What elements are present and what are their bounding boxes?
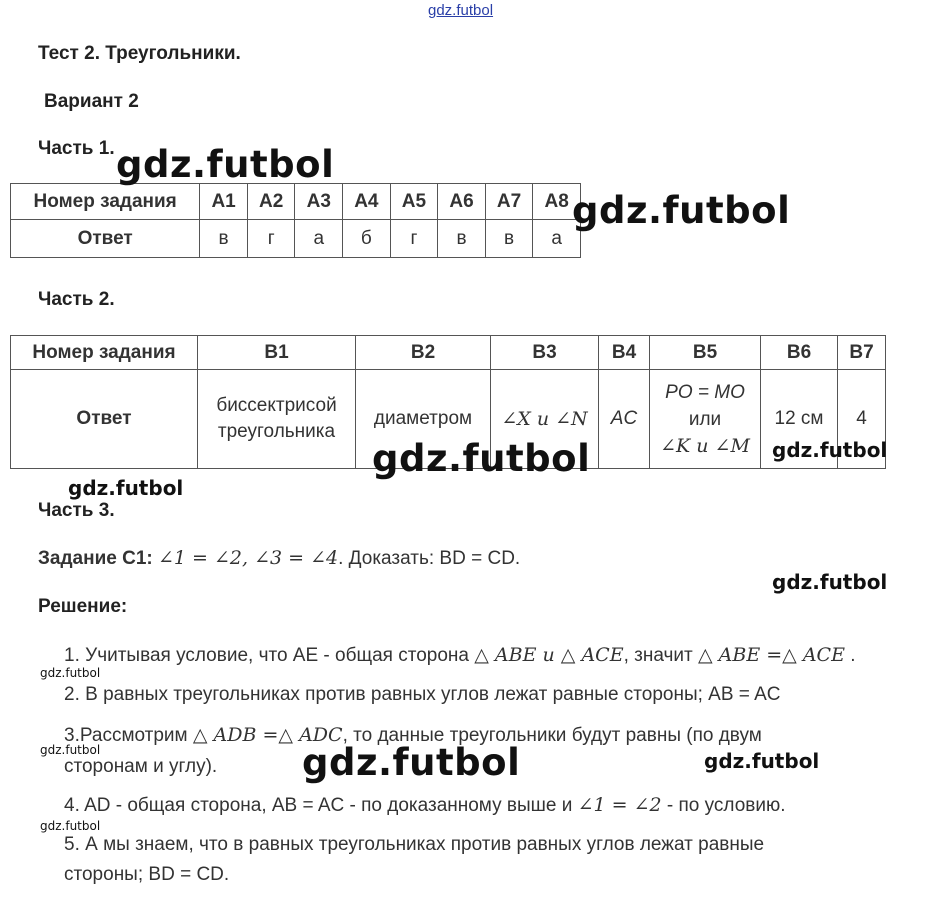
part1-header-row xyxy=(11,184,581,220)
part1-table xyxy=(10,183,581,258)
part2-col: В6 xyxy=(761,336,838,370)
part1-col: А7 xyxy=(485,184,533,220)
part1-col: А1 xyxy=(200,184,248,220)
task-rest: . Доказать: BD = CD. xyxy=(338,548,521,569)
s3-text-a: 3.Рассмотрим xyxy=(64,725,188,746)
b1-line2: треугольника xyxy=(217,421,336,442)
watermark: gdz.futbol xyxy=(40,819,101,833)
part1-col: А3 xyxy=(295,184,343,220)
part2-heading: Часть 2. xyxy=(38,289,115,310)
part2-answer-label: Ответ xyxy=(11,370,198,469)
variant-label: Вариант 2 xyxy=(44,91,139,112)
watermark-top: gdz.futbol xyxy=(428,2,494,19)
part1-col: А5 xyxy=(390,184,438,220)
part2-answer-b4: AC xyxy=(599,370,650,469)
task-c1 xyxy=(38,547,520,570)
watermark: gdz.futbol xyxy=(572,189,791,232)
watermark: gdz.futbol xyxy=(40,666,101,680)
s1-text-b: , значит xyxy=(623,645,693,666)
part2-answer-b1 xyxy=(198,370,356,469)
part1-header-label: Номер задания xyxy=(11,184,200,220)
watermark: gdz.futbol xyxy=(704,749,820,773)
solution-step-5: 5. А мы знаем, что в равных треугольниках против равных углов лежат равные xyxy=(64,834,765,855)
part2-col: В4 xyxy=(599,336,650,370)
solution-heading: Решение: xyxy=(38,596,128,617)
part1-answer: в xyxy=(438,220,486,258)
part2-header-label: Номер задания xyxy=(11,336,198,370)
part2-header-row xyxy=(11,336,886,370)
part2-col: В3 xyxy=(491,336,599,370)
solution-step-3-cont: сторонам и углу). xyxy=(64,756,218,777)
part1-answer: в xyxy=(485,220,533,258)
page-title: Тест 2. Треугольники. xyxy=(38,43,241,64)
task-label: Задание С1: xyxy=(38,548,153,569)
s1-text-c: . xyxy=(850,645,856,666)
watermark: gdz.futbol xyxy=(772,570,888,594)
part2-answer-b6: 12 см xyxy=(761,370,838,469)
part1-heading: Часть 1. xyxy=(38,138,115,159)
b5-line3: ∠K и ∠M xyxy=(660,434,750,457)
s4-text-a: 4. AD - общая сторона, AB = AC - по доказанному выше и xyxy=(64,795,573,816)
part1-answer-row xyxy=(11,220,581,258)
part3-heading: Часть 3. xyxy=(38,500,115,521)
part1-answer-label: Ответ xyxy=(11,220,200,258)
s1-text-a: 1. Учитывая условие, что AE - общая сторона xyxy=(64,645,469,666)
b5-line2: или xyxy=(688,408,722,430)
part1-col: А8 xyxy=(533,184,581,220)
solution-step-1 xyxy=(64,644,856,667)
s1-math1: △ ABE и △ ACE xyxy=(474,644,624,666)
watermark: gdz.futbol xyxy=(772,438,888,462)
watermark: gdz.futbol xyxy=(372,437,591,480)
b1-line1: биссектрисой xyxy=(216,395,337,416)
part2-col: В2 xyxy=(356,336,491,370)
part2-answer-b5 xyxy=(650,370,761,469)
part2-answer-b7: 4 xyxy=(838,370,886,469)
s1-math2: △ ABE =△ ACE xyxy=(698,644,845,666)
task-math: ∠1 = ∠2, ∠3 = ∠4 xyxy=(158,547,339,569)
solution-step-5-cont: стороны; BD = CD. xyxy=(64,864,230,885)
s3-text-b: , то данные треугольники будут равны (по двум xyxy=(342,725,762,746)
part1-answer: г xyxy=(247,220,295,258)
solution-step-4 xyxy=(64,794,786,817)
watermark: gdz.futbol xyxy=(116,143,335,186)
part1-col: А2 xyxy=(247,184,295,220)
part1-col: А6 xyxy=(438,184,486,220)
part1-col: А4 xyxy=(343,184,391,220)
part2-col: В5 xyxy=(650,336,761,370)
s3-math: △ ADB =△ ADC xyxy=(192,724,343,746)
part1-answer: в xyxy=(200,220,248,258)
part1-answer: б xyxy=(343,220,391,258)
b5-line1: PO = MO xyxy=(665,381,745,403)
solution-step-2: 2. В равных треугольниках против равных углов лежат равные стороны; AB = AC xyxy=(64,684,781,705)
s4-text-b: - по условию. xyxy=(666,795,786,816)
part2-answer-b3: ∠X и ∠N xyxy=(491,370,599,469)
part2-col: В1 xyxy=(198,336,356,370)
watermark: gdz.futbol xyxy=(68,476,184,500)
part2-answer-b2: диаметром xyxy=(356,370,491,469)
part1-answer: а xyxy=(533,220,581,258)
s4-math: ∠1 = ∠2 xyxy=(577,794,662,816)
part2-col: В7 xyxy=(838,336,886,370)
part1-answer: а xyxy=(295,220,343,258)
part1-answer: г xyxy=(390,220,438,258)
watermark: gdz.futbol xyxy=(302,741,521,784)
watermark: gdz.futbol xyxy=(40,743,101,757)
